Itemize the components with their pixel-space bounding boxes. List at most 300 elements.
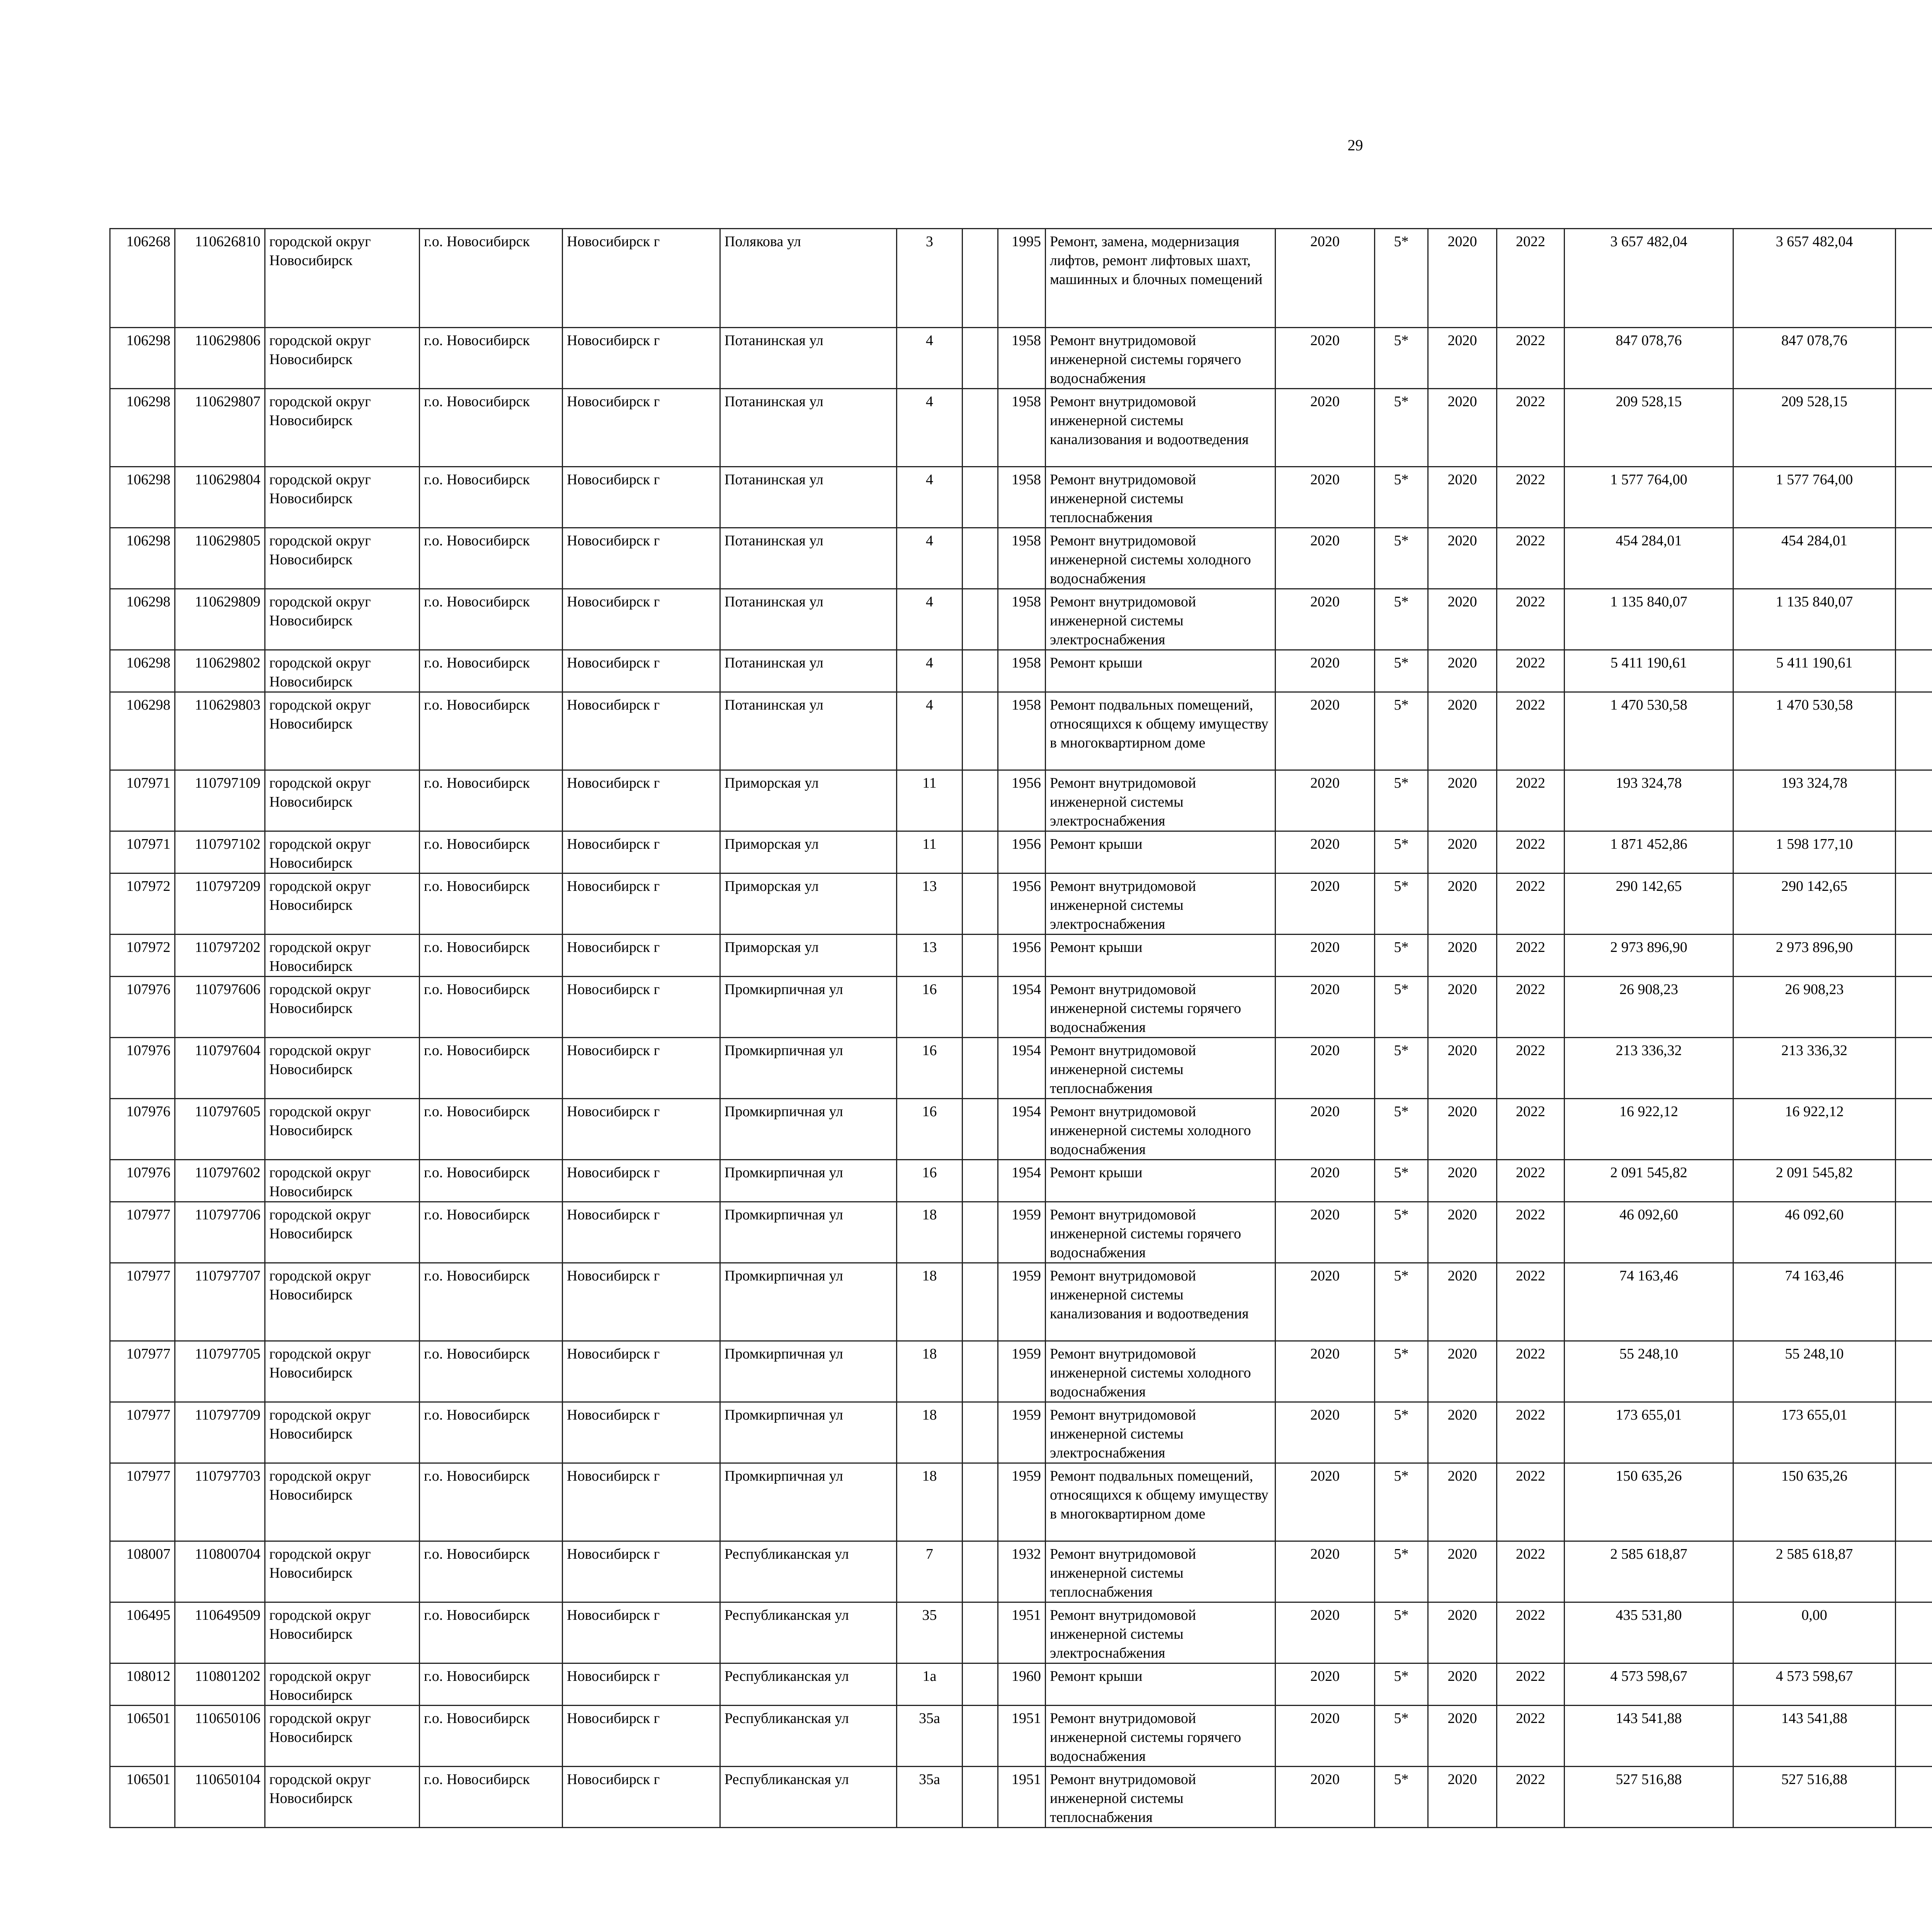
fund-cost-cell: 527 516,88 [1733,1767,1896,1828]
plan-year-cell: 2020 [1276,1341,1375,1402]
corpus-cell [963,770,998,831]
start-year-cell: 2020 [1428,1099,1497,1160]
district-cell: городской округ Новосибирск [265,1402,420,1463]
end-year-cell: 2022 [1497,1160,1565,1202]
house-cell: 11 [897,770,963,831]
work-type-cell: Ремонт внутридомовой инженерной системы канализования и водоотведения [1046,389,1276,467]
plan-year-cell: 2020 [1276,589,1375,650]
plan-year-cell: 2020 [1276,650,1375,692]
fund-cost-cell: 173 655,01 [1733,1402,1896,1463]
total-cost-cell: 143 541,88 [1565,1706,1733,1767]
plan-year-cell: 2020 [1276,977,1375,1038]
record-id: 107971 [110,831,175,873]
record-id: 106298 [110,328,175,389]
city-cell: Новосибирск г [563,1663,720,1706]
table-row [110,1341,1932,1402]
year-cell: 1958 [998,328,1046,389]
plan-year-cell: 2020 [1276,1099,1375,1160]
table-row [110,389,1932,467]
start-year-cell: 2020 [1428,528,1497,589]
record-id: 107977 [110,1263,175,1341]
value-1-cell [1896,589,1932,650]
value-1-cell [1896,229,1932,328]
district-cell: городской округ Новосибирск [265,1541,420,1602]
city-cell: Новосибирск г [563,389,720,467]
record-id: 106268 [110,229,175,328]
city-cell: Новосибирск г [563,1541,720,1602]
corpus-cell [963,1160,998,1202]
street-cell: Промкирпичная ул [720,1099,897,1160]
end-year-cell: 2022 [1497,650,1565,692]
record-code: 110797705 [175,1341,265,1402]
end-year-cell: 2022 [1497,692,1565,770]
record-code: 110797209 [175,873,265,935]
table-row [110,328,1932,389]
total-cost-cell: 193 324,78 [1565,770,1733,831]
mark-cell: 5* [1375,328,1428,389]
municipality-cell: г.о. Новосибирск [420,977,563,1038]
year-cell: 1960 [998,1663,1046,1706]
plan-year-cell: 2020 [1276,1706,1375,1767]
year-cell: 1956 [998,831,1046,873]
record-id: 106298 [110,589,175,650]
municipality-cell: г.о. Новосибирск [420,1541,563,1602]
district-cell: городской округ Новосибирск [265,1099,420,1160]
end-year-cell: 2022 [1497,935,1565,977]
total-cost-cell: 2 973 896,90 [1565,935,1733,977]
end-year-cell: 2022 [1497,1663,1565,1706]
work-type-cell: Ремонт внутридомовой инженерной системы горячего водоснабжения [1046,1706,1276,1767]
mark-cell: 5* [1375,1160,1428,1202]
record-code: 110800704 [175,1541,265,1602]
city-cell: Новосибирск г [563,1402,720,1463]
street-cell: Республиканская ул [720,1663,897,1706]
fund-cost-cell: 2 973 896,90 [1733,935,1896,977]
total-cost-cell: 1 577 764,00 [1565,467,1733,528]
work-type-cell: Ремонт внутридомовой инженерной системы горячего водоснабжения [1046,1202,1276,1263]
value-1-cell [1896,1767,1932,1828]
work-type-cell: Ремонт внутридомовой инженерной системы канализования и водоотведения [1046,1263,1276,1341]
mark-cell: 5* [1375,589,1428,650]
mark-cell: 5* [1375,650,1428,692]
street-cell: Полякова ул [720,229,897,328]
city-cell: Новосибирск г [563,528,720,589]
end-year-cell: 2022 [1497,977,1565,1038]
table-row [110,528,1932,589]
corpus-cell [963,692,998,770]
record-code: 110797109 [175,770,265,831]
record-id: 107977 [110,1463,175,1541]
mark-cell: 5* [1375,1767,1428,1828]
year-cell: 1951 [998,1602,1046,1663]
record-code: 110629807 [175,389,265,467]
total-cost-cell: 454 284,01 [1565,528,1733,589]
street-cell: Промкирпичная ул [720,1402,897,1463]
fund-cost-cell: 847 078,76 [1733,328,1896,389]
total-cost-cell: 435 531,80 [1565,1602,1733,1663]
district-cell: городской округ Новосибирск [265,873,420,935]
record-id: 107976 [110,1099,175,1160]
plan-year-cell: 2020 [1276,528,1375,589]
municipality-cell: г.о. Новосибирск [420,1602,563,1663]
table-row [110,467,1932,528]
start-year-cell: 2020 [1428,935,1497,977]
work-type-cell: Ремонт внутридомовой инженерной системы холодного водоснабжения [1046,1099,1276,1160]
municipality-cell: г.о. Новосибирск [420,389,563,467]
total-cost-cell: 213 336,32 [1565,1038,1733,1099]
fund-cost-cell: 454 284,01 [1733,528,1896,589]
house-cell: 4 [897,467,963,528]
table-row [110,1663,1932,1706]
year-cell: 1959 [998,1341,1046,1402]
work-type-cell: Ремонт подвальных помещений, относящихся к общему имуществу в многоквартирном доме [1046,1463,1276,1541]
house-cell: 18 [897,1341,963,1402]
street-cell: Промкирпичная ул [720,1341,897,1402]
end-year-cell: 2022 [1497,1767,1565,1828]
table-row [110,1541,1932,1602]
work-type-cell: Ремонт внутридомовой инженерной системы теплоснабжения [1046,1767,1276,1828]
start-year-cell: 2020 [1428,1541,1497,1602]
start-year-cell: 2020 [1428,328,1497,389]
plan-year-cell: 2020 [1276,770,1375,831]
corpus-cell [963,1263,998,1341]
table-row [110,229,1932,328]
district-cell: городской округ Новосибирск [265,1341,420,1402]
fund-cost-cell: 1 577 764,00 [1733,467,1896,528]
municipality-cell: г.о. Новосибирск [420,467,563,528]
work-type-cell: Ремонт внутридомовой инженерной системы холодного водоснабжения [1046,528,1276,589]
value-1-cell [1896,1341,1932,1402]
end-year-cell: 2022 [1497,229,1565,328]
house-cell: 7 [897,1541,963,1602]
mark-cell: 5* [1375,977,1428,1038]
corpus-cell [963,467,998,528]
table-row [110,977,1932,1038]
value-1-cell [1896,1202,1932,1263]
house-cell: 16 [897,977,963,1038]
work-type-cell: Ремонт крыши [1046,1160,1276,1202]
year-cell: 1954 [998,977,1046,1038]
work-type-cell: Ремонт внутридомовой инженерной системы горячего водоснабжения [1046,977,1276,1038]
house-cell: 13 [897,873,963,935]
municipality-cell: г.о. Новосибирск [420,1463,563,1541]
start-year-cell: 2020 [1428,1602,1497,1663]
house-cell: 16 [897,1038,963,1099]
mark-cell: 5* [1375,1402,1428,1463]
table-row [110,1463,1932,1541]
total-cost-cell: 74 163,46 [1565,1263,1733,1341]
street-cell: Республиканская ул [720,1541,897,1602]
record-code: 110650104 [175,1767,265,1828]
total-cost-cell: 55 248,10 [1565,1341,1733,1402]
value-1-cell [1896,1663,1932,1706]
end-year-cell: 2022 [1497,1263,1565,1341]
start-year-cell: 2020 [1428,1160,1497,1202]
record-id: 107972 [110,873,175,935]
district-cell: городской округ Новосибирск [265,229,420,328]
record-id: 106298 [110,650,175,692]
house-cell: 3 [897,229,963,328]
total-cost-cell: 1 135 840,07 [1565,589,1733,650]
city-cell: Новосибирск г [563,977,720,1038]
fund-cost-cell: 193 324,78 [1733,770,1896,831]
value-1-cell [1896,1706,1932,1767]
district-cell: городской округ Новосибирск [265,1038,420,1099]
record-code: 110797707 [175,1263,265,1341]
fund-cost-cell: 16 922,12 [1733,1099,1896,1160]
end-year-cell: 2022 [1497,1541,1565,1602]
district-cell: городской округ Новосибирск [265,328,420,389]
start-year-cell: 2020 [1428,1202,1497,1263]
city-cell: Новосибирск г [563,1602,720,1663]
table-row [110,831,1932,873]
year-cell: 1956 [998,935,1046,977]
total-cost-cell: 173 655,01 [1565,1402,1733,1463]
end-year-cell: 2022 [1497,831,1565,873]
end-year-cell: 2022 [1497,328,1565,389]
fund-cost-cell: 1 470 530,58 [1733,692,1896,770]
work-type-cell: Ремонт внутридомовой инженерной системы электроснабжения [1046,873,1276,935]
mark-cell: 5* [1375,1202,1428,1263]
table-row [110,650,1932,692]
start-year-cell: 2020 [1428,1706,1497,1767]
plan-year-cell: 2020 [1276,873,1375,935]
city-cell: Новосибирск г [563,1202,720,1263]
fund-cost-cell: 2 091 545,82 [1733,1160,1896,1202]
house-cell: 35 [897,1602,963,1663]
value-1-cell [1896,935,1932,977]
record-code: 110797606 [175,977,265,1038]
year-cell: 1958 [998,528,1046,589]
corpus-cell [963,1038,998,1099]
city-cell: Новосибирск г [563,467,720,528]
street-cell: Приморская ул [720,873,897,935]
plan-year-cell: 2020 [1276,229,1375,328]
year-cell: 1959 [998,1463,1046,1541]
start-year-cell: 2020 [1428,1341,1497,1402]
work-type-cell: Ремонт крыши [1046,831,1276,873]
value-1-cell [1896,389,1932,467]
table-row [110,589,1932,650]
value-1-cell [1896,873,1932,935]
mark-cell: 5* [1375,467,1428,528]
start-year-cell: 2020 [1428,692,1497,770]
house-cell: 16 [897,1160,963,1202]
record-code: 110801202 [175,1663,265,1706]
record-code: 110629802 [175,650,265,692]
corpus-cell [963,831,998,873]
municipality-cell: г.о. Новосибирск [420,328,563,389]
total-cost-cell: 2 091 545,82 [1565,1160,1733,1202]
municipality-cell: г.о. Новосибирск [420,1160,563,1202]
start-year-cell: 2020 [1428,1463,1497,1541]
total-cost-cell: 46 092,60 [1565,1202,1733,1263]
end-year-cell: 2022 [1497,467,1565,528]
record-id: 106298 [110,692,175,770]
end-year-cell: 2022 [1497,1463,1565,1541]
street-cell: Потанинская ул [720,467,897,528]
mark-cell: 5* [1375,1341,1428,1402]
mark-cell: 5* [1375,770,1428,831]
year-cell: 1951 [998,1706,1046,1767]
table-row [110,692,1932,770]
repair-plan-table [109,228,1932,1828]
district-cell: городской округ Новосибирск [265,1706,420,1767]
district-cell: городской округ Новосибирск [265,528,420,589]
work-type-cell: Ремонт внутридомовой инженерной системы теплоснабжения [1046,1038,1276,1099]
district-cell: городской округ Новосибирск [265,589,420,650]
district-cell: городской округ Новосибирск [265,770,420,831]
value-1-cell [1896,528,1932,589]
street-cell: Промкирпичная ул [720,1038,897,1099]
mark-cell: 5* [1375,1663,1428,1706]
municipality-cell: г.о. Новосибирск [420,229,563,328]
fund-cost-cell: 2 585 618,87 [1733,1541,1896,1602]
corpus-cell [963,328,998,389]
street-cell: Республиканская ул [720,1602,897,1663]
year-cell: 1958 [998,650,1046,692]
end-year-cell: 2022 [1497,589,1565,650]
record-id: 106501 [110,1706,175,1767]
table-row [110,1767,1932,1828]
house-cell: 13 [897,935,963,977]
year-cell: 1951 [998,1767,1046,1828]
mark-cell: 5* [1375,1706,1428,1767]
record-code: 110626810 [175,229,265,328]
street-cell: Потанинская ул [720,389,897,467]
district-cell: городской округ Новосибирск [265,977,420,1038]
start-year-cell: 2020 [1428,1263,1497,1341]
fund-cost-cell: 74 163,46 [1733,1263,1896,1341]
start-year-cell: 2020 [1428,1663,1497,1706]
value-1-cell [1896,1263,1932,1341]
record-code: 110797605 [175,1099,265,1160]
work-type-cell: Ремонт внутридомовой инженерной системы теплоснабжения [1046,467,1276,528]
district-cell: городской округ Новосибирск [265,389,420,467]
record-code: 110629809 [175,589,265,650]
mark-cell: 5* [1375,1602,1428,1663]
city-cell: Новосибирск г [563,1038,720,1099]
work-type-cell: Ремонт крыши [1046,650,1276,692]
mark-cell: 5* [1375,1099,1428,1160]
record-code: 110797604 [175,1038,265,1099]
municipality-cell: г.о. Новосибирск [420,1767,563,1828]
work-type-cell: Ремонт внутридомовой инженерной системы электроснабжения [1046,1602,1276,1663]
house-cell: 18 [897,1263,963,1341]
table-row [110,1602,1932,1663]
municipality-cell: г.о. Новосибирск [420,1099,563,1160]
mark-cell: 5* [1375,1263,1428,1341]
corpus-cell [963,1402,998,1463]
mark-cell: 5* [1375,935,1428,977]
value-1-cell [1896,467,1932,528]
house-cell: 11 [897,831,963,873]
municipality-cell: г.о. Новосибирск [420,1038,563,1099]
district-cell: городской округ Новосибирск [265,1663,420,1706]
municipality-cell: г.о. Новосибирск [420,692,563,770]
city-cell: Новосибирск г [563,692,720,770]
plan-year-cell: 2020 [1276,328,1375,389]
district-cell: городской округ Новосибирск [265,1202,420,1263]
record-code: 110649509 [175,1602,265,1663]
fund-cost-cell: 26 908,23 [1733,977,1896,1038]
plan-year-cell: 2020 [1276,1663,1375,1706]
street-cell: Приморская ул [720,831,897,873]
record-code: 110629806 [175,328,265,389]
start-year-cell: 2020 [1428,229,1497,328]
fund-cost-cell: 1 135 840,07 [1733,589,1896,650]
street-cell: Промкирпичная ул [720,977,897,1038]
record-code: 110797709 [175,1402,265,1463]
record-code: 110629804 [175,467,265,528]
house-cell: 18 [897,1402,963,1463]
work-type-cell: Ремонт внутридомовой инженерной системы электроснабжения [1046,770,1276,831]
corpus-cell [963,1541,998,1602]
year-cell: 1958 [998,589,1046,650]
record-id: 106501 [110,1767,175,1828]
record-code: 110797102 [175,831,265,873]
city-cell: Новосибирск г [563,1341,720,1402]
table-row [110,770,1932,831]
street-cell: Потанинская ул [720,692,897,770]
fund-cost-cell: 1 598 177,10 [1733,831,1896,873]
district-cell: городской округ Новосибирск [265,1263,420,1341]
plan-year-cell: 2020 [1276,692,1375,770]
year-cell: 1956 [998,770,1046,831]
plan-year-cell: 2020 [1276,1263,1375,1341]
record-id: 108012 [110,1663,175,1706]
city-cell: Новосибирск г [563,229,720,328]
end-year-cell: 2022 [1497,528,1565,589]
total-cost-cell: 1 871 452,86 [1565,831,1733,873]
start-year-cell: 2020 [1428,589,1497,650]
corpus-cell [963,528,998,589]
city-cell: Новосибирск г [563,831,720,873]
record-code: 110797703 [175,1463,265,1541]
record-code: 110629805 [175,528,265,589]
year-cell: 1958 [998,467,1046,528]
municipality-cell: г.о. Новосибирск [420,650,563,692]
plan-year-cell: 2020 [1276,1038,1375,1099]
fund-cost-cell: 143 541,88 [1733,1706,1896,1767]
end-year-cell: 2022 [1497,1099,1565,1160]
total-cost-cell: 1 470 530,58 [1565,692,1733,770]
start-year-cell: 2020 [1428,389,1497,467]
record-code: 110797602 [175,1160,265,1202]
corpus-cell [963,1463,998,1541]
street-cell: Приморская ул [720,770,897,831]
year-cell: 1954 [998,1160,1046,1202]
plan-year-cell: 2020 [1276,1402,1375,1463]
page-number: 29 [1347,136,1363,154]
district-cell: городской округ Новосибирск [265,467,420,528]
street-cell: Потанинская ул [720,528,897,589]
record-id: 106495 [110,1602,175,1663]
value-1-cell [1896,328,1932,389]
house-cell: 4 [897,328,963,389]
year-cell: 1956 [998,873,1046,935]
corpus-cell [963,1202,998,1263]
year-cell: 1959 [998,1263,1046,1341]
work-type-cell: Ремонт крыши [1046,935,1276,977]
plan-year-cell: 2020 [1276,1602,1375,1663]
corpus-cell [963,873,998,935]
total-cost-cell: 5 411 190,61 [1565,650,1733,692]
city-cell: Новосибирск г [563,1767,720,1828]
fund-cost-cell: 5 411 190,61 [1733,650,1896,692]
table-row [110,1263,1932,1341]
end-year-cell: 2022 [1497,1602,1565,1663]
